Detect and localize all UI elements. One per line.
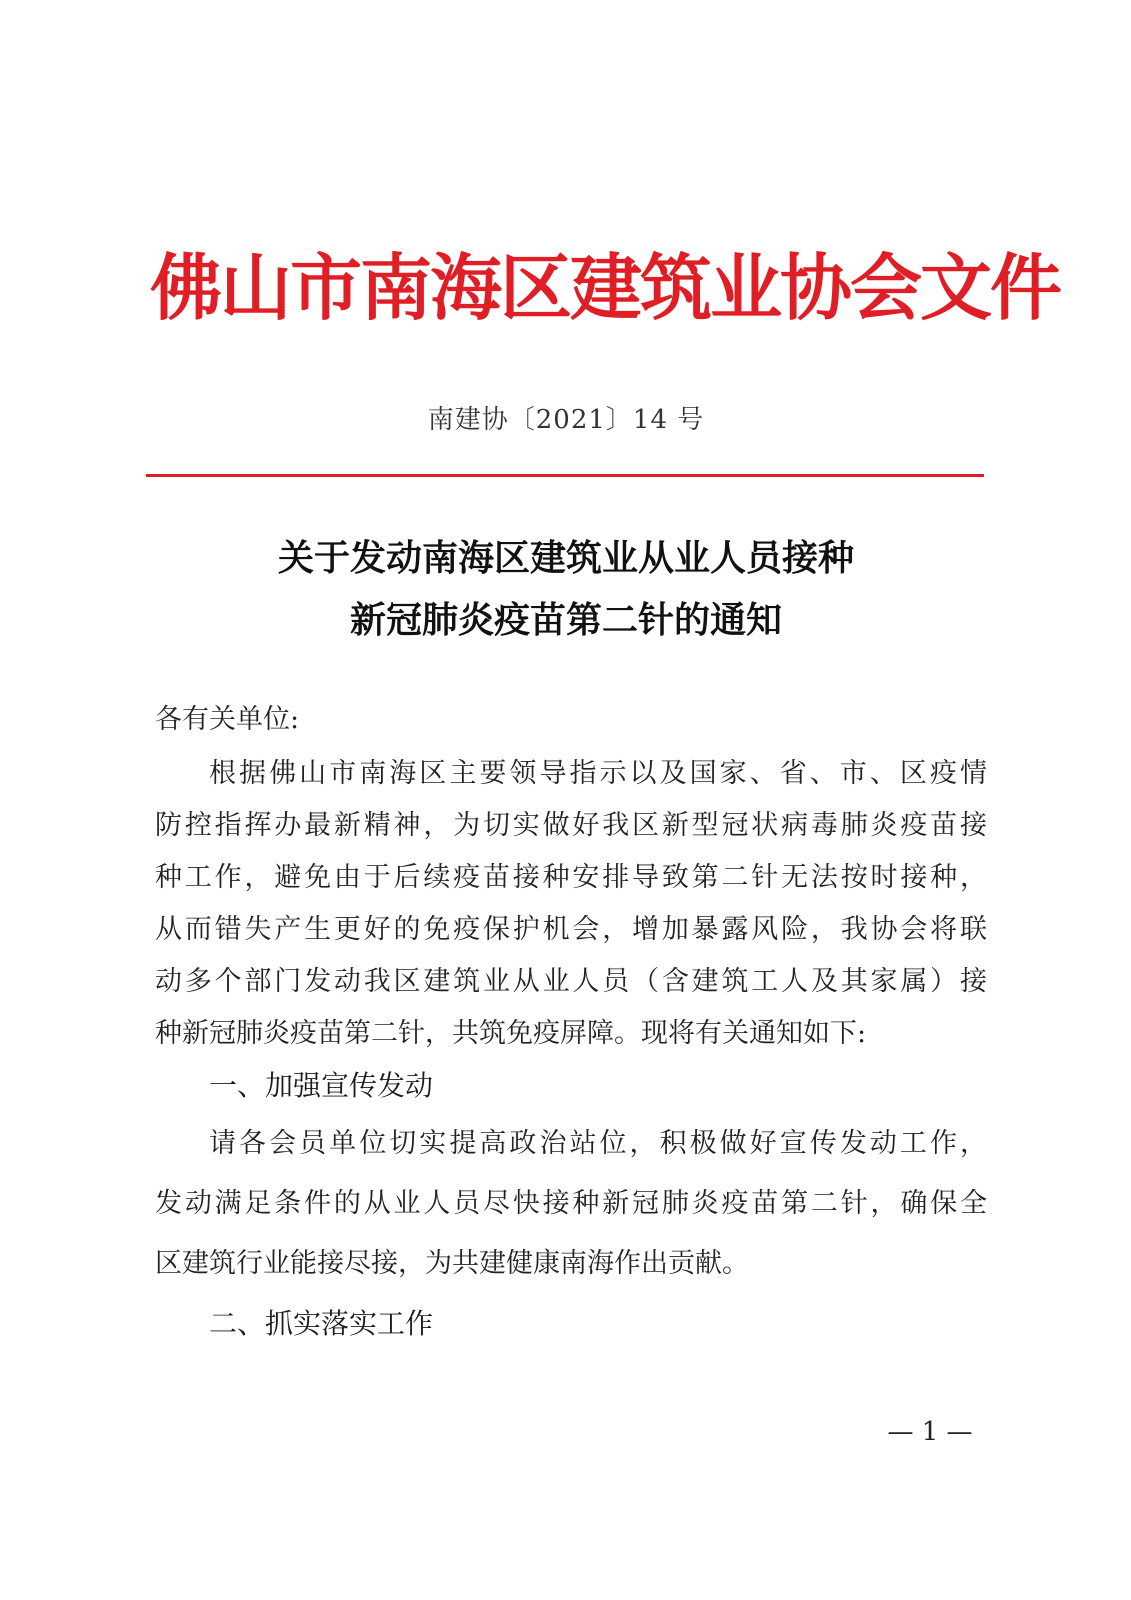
- section-1-heading: 一、加强宣传发动: [209, 1069, 434, 1102]
- intro-paragraph-line: 从而错失产生更好的免疫保护机会，增加暴露风险，我协会将联: [155, 914, 987, 945]
- section-2-heading: 二、抓实落实工作: [209, 1307, 434, 1340]
- intro-paragraph-line: 防控指挥办最新精神，为切实做好我区新型冠状病毒肺炎疫苗接: [155, 810, 987, 841]
- intro-paragraph-line: 种新冠肺炎疫苗第二针，共筑免疫屏障。现将有关通知如下:: [155, 1018, 867, 1049]
- intro-paragraph-line: 动多个部门发动我区建筑业从业人员（含建筑工人及其家属）接: [155, 966, 987, 997]
- section-1-paragraph-line: 区建筑行业能接尽接，为共建健康南海作出贡献。: [155, 1248, 749, 1279]
- org-header-title: 佛山市南海区建筑业协会文件: [150, 246, 1061, 330]
- intro-paragraph-line: 种工作，避免由于后续疫苗接种安排导致第二针无法按时接种，: [155, 862, 987, 893]
- document-number: 南建协〔2021〕14 号: [427, 405, 705, 435]
- section-1-paragraph-line: 请各会员单位切实提高政治站位，积极做好宣传发动工作，: [209, 1128, 987, 1159]
- page-number: — 1 —: [887, 1417, 973, 1447]
- section-1-paragraph-line: 发动满足条件的从业人员尽快接种新冠肺炎疫苗第二针，确保全: [155, 1188, 987, 1219]
- notice-title-line-1: 关于发动南海区建筑业从业人员接种: [277, 537, 854, 579]
- notice-title-line-2: 新冠肺炎疫苗第二针的通知: [349, 599, 782, 641]
- intro-paragraph-line: 根据佛山市南海区主要领导指示以及国家、省、市、区疫情: [209, 758, 987, 789]
- header-red-divider: [146, 474, 984, 477]
- salutation: 各有关单位:: [155, 704, 300, 735]
